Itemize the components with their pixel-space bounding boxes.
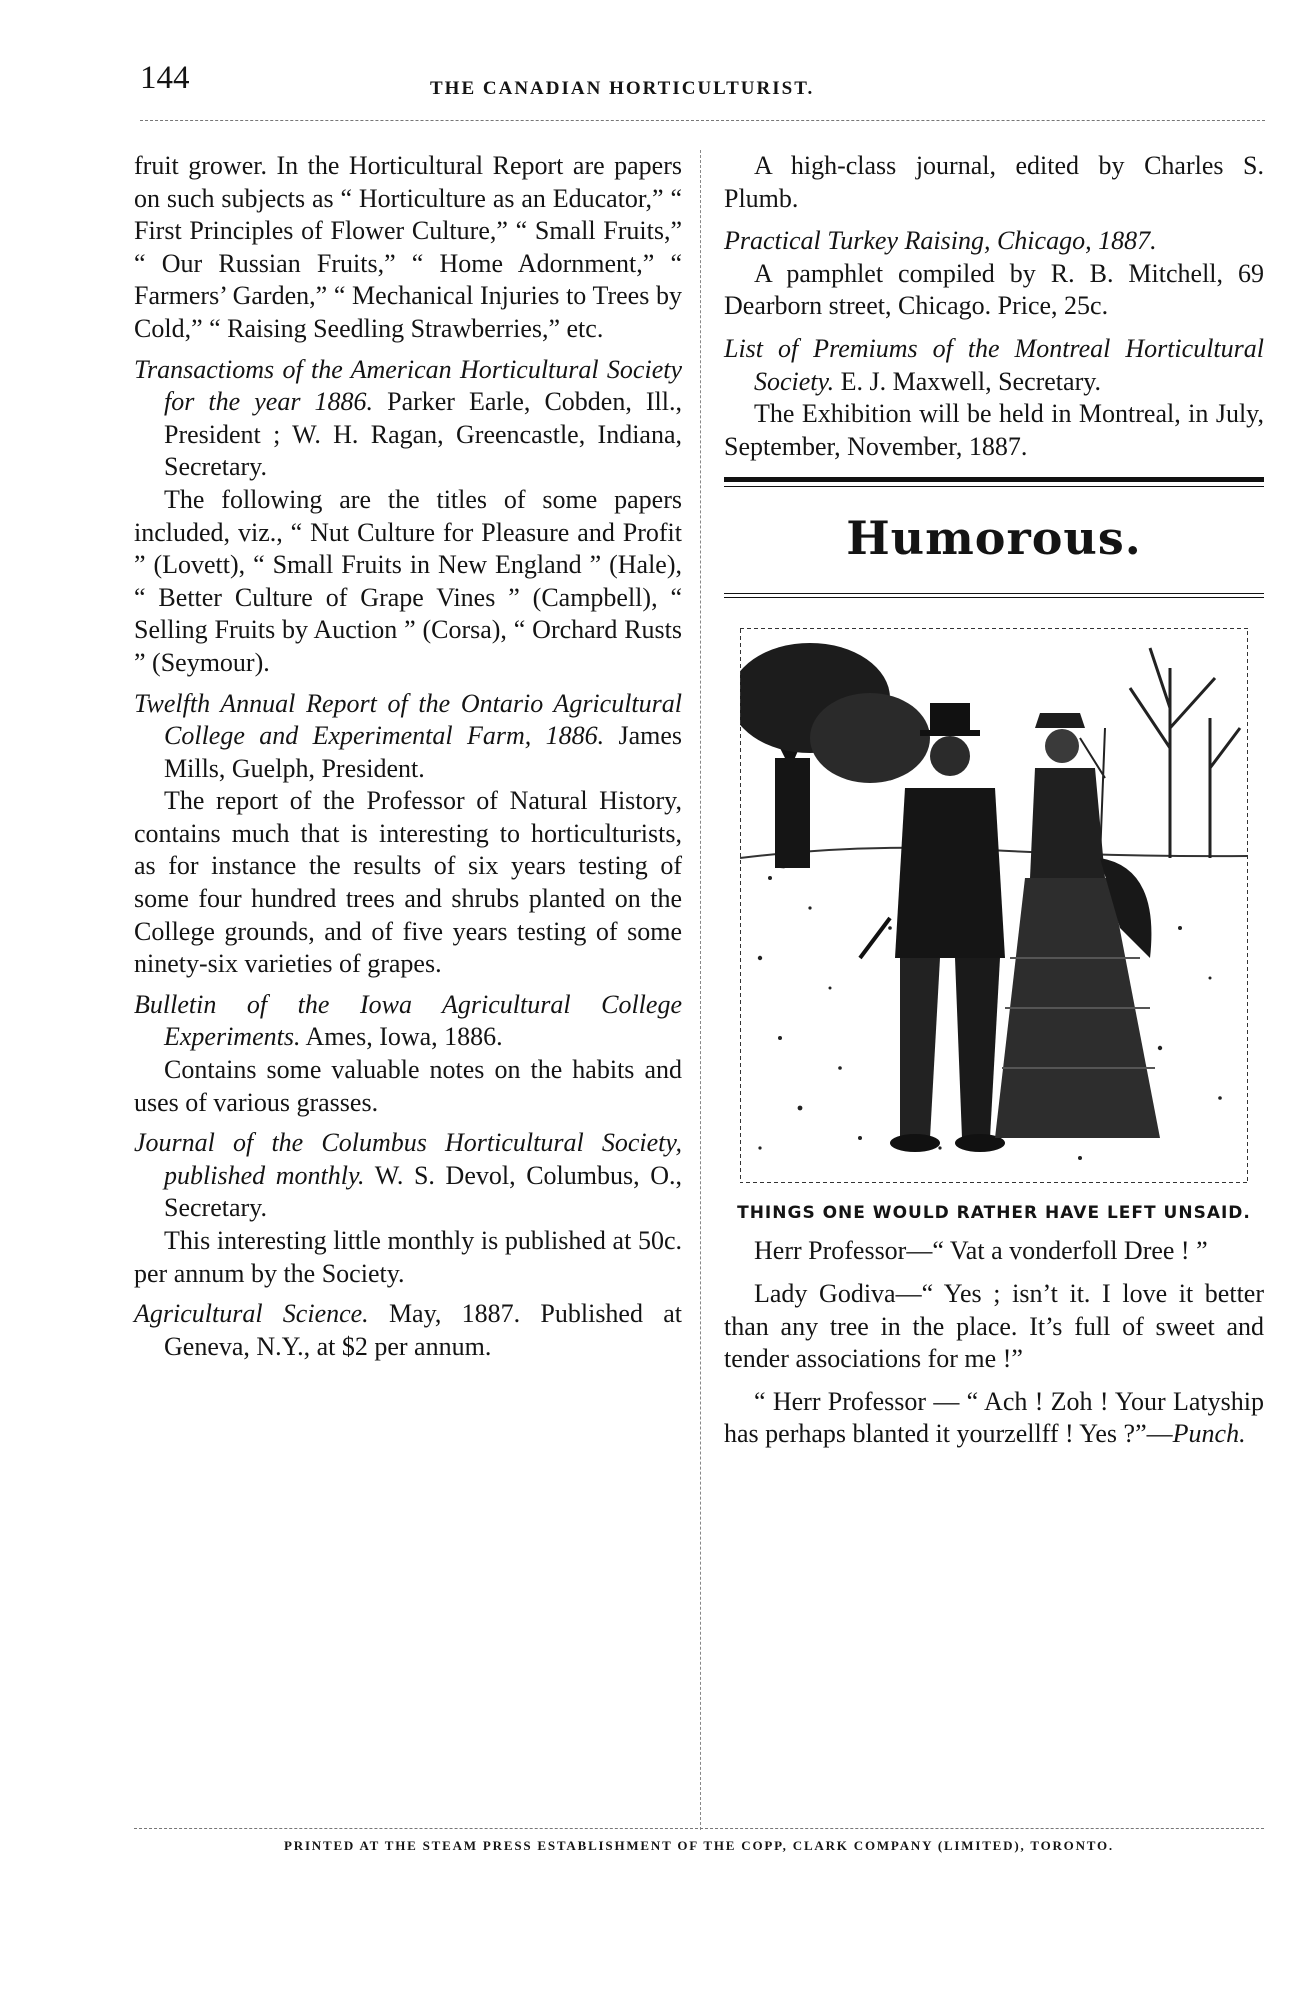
dialogue-line [724, 1386, 1264, 1451]
entry-body: Contains some valuable notes on the habits and uses of various grasses. [134, 1055, 682, 1117]
entry-title: Transactioms of the American Horticultural Society for the year 1886. [134, 354, 682, 417]
dialogue-line: Lady Godiva—“ Yes ; isn’t it. I love it better than any tree in the place. It’s full of sweet and tender associations for me !” [724, 1278, 1264, 1374]
entry-detail: James Mills, Guelph, President. [164, 721, 682, 783]
right-column [724, 150, 1264, 1451]
running-title: THE CANADIAN HORTICULTURIST. [430, 78, 815, 99]
entry-body: The following are the titles of some papers included, viz., “ Nut Culture for Pleasure and Profit ” (Lovett), “ Small Fruits in New England ” (Hale), “ Better Culture of Grape Vines ” (Campbell), “ Selling Fruits by Auction ” (Corsa), “ Orchard Rusts ” (Seymour). [134, 484, 682, 677]
entry-transactions [134, 354, 682, 484]
dialogue-text: “ Herr Professor — “ Ach ! Zoh ! Your Latyship has perhaps blanted it yourzellff ! Yes ?”— [724, 1386, 1264, 1449]
section-rule-thin [724, 486, 1264, 487]
entry-detail: May, 1887. Published at Geneva, N.Y., at $2 per annum. [164, 1299, 682, 1361]
left-column [134, 150, 682, 1363]
entry-turkey-raising [724, 225, 1264, 258]
section-rule-thick [724, 477, 1264, 482]
footer-rule [134, 1828, 1264, 1829]
illustration-caption: THINGS ONE WOULD RATHER HAVE LEFT UNSAID. [737, 1203, 1251, 1224]
column-divider [700, 150, 701, 1830]
entry-title: Agricultural Science. [134, 1299, 369, 1329]
section-rule-double [724, 593, 1264, 598]
entry-twelfth-annual-report [134, 688, 682, 786]
entry-montreal-premiums [724, 333, 1264, 398]
entry-agricultural-science [134, 1298, 682, 1363]
continued-paragraph: A high-class journal, edited by Charles S. Plumb. [724, 151, 1264, 213]
page-header [0, 0, 1303, 130]
engraving-illustration [740, 628, 1248, 1183]
entry-title: Practical Turkey Raising, Chicago, 1887. [724, 226, 1157, 256]
entry-body: A pamphlet compiled by R. B. Mitchell, 69 Dearborn street, Chicago. Price, 25c. [724, 258, 1264, 321]
section-heading: Humorous. [846, 511, 1142, 566]
printer-imprint: PRINTED AT THE STEAM PRESS ESTABLISHMENT OF THE COPP, CLARK COMPANY (LIMITED), TORONTO. [284, 1838, 1114, 1853]
continued-paragraph: fruit grower. In the Horticultural Report are papers on such subjects as “ Horticulture as an Educator,” “ First Principles of Flower Culture,” “ Small Fruits,” “ Our Russian Fruits,” “ Home Adornment,” “ Farmers’ Garden,” “ Mechanical Injuries to Trees by Cold,” “ Raising Seedling Strawberries,” etc. [134, 151, 682, 343]
header-rule [140, 120, 1265, 121]
entry-body: The report of the Professor of Natural History, contains much that is interesting to horticulturists, as for instance the results of six years testing of some four hundred trees and shrubs planted on the College grounds, and of five years testing of some ninety-six varieties of grapes. [134, 786, 682, 979]
source-attribution: Punch. [1172, 1419, 1246, 1449]
entry-title: Twelfth Annual Report of the Ontario Agricultural College and Experimental Farm, 1886. [134, 688, 682, 751]
entry-title: Journal of the Columbus Horticultural Society, published monthly. [134, 1128, 682, 1190]
entry-title: List of Premiums of the Montreal Horticultural Society. [724, 333, 1264, 396]
entry-iowa-bulletin [134, 989, 682, 1054]
entry-title: Bulletin of the Iowa Agricultural College Experiments. [134, 989, 682, 1052]
entry-detail: Parker Earle, Cobden, Ill., President ; W. H. Ragan, Greencastle, Indiana, Secretary. [164, 387, 683, 482]
entry-detail: E. J. Maxwell, Secretary. [834, 366, 1102, 396]
entry-body: The Exhibition will be held in Montreal, in July, September, November, 1887. [724, 399, 1264, 461]
entry-detail: W. S. Devol, Columbus, O., Secretary. [164, 1160, 683, 1223]
entry-body: This interesting little monthly is published at 50c. per annum by the Society. [134, 1226, 682, 1288]
entry-columbus-journal [134, 1127, 682, 1225]
dialogue-line: Herr Professor—“ Vat a vonderfoll Dree ! ” [754, 1236, 1208, 1266]
page-number: 144 [140, 60, 190, 96]
entry-detail: Ames, Iowa, 1886. [300, 1022, 503, 1052]
